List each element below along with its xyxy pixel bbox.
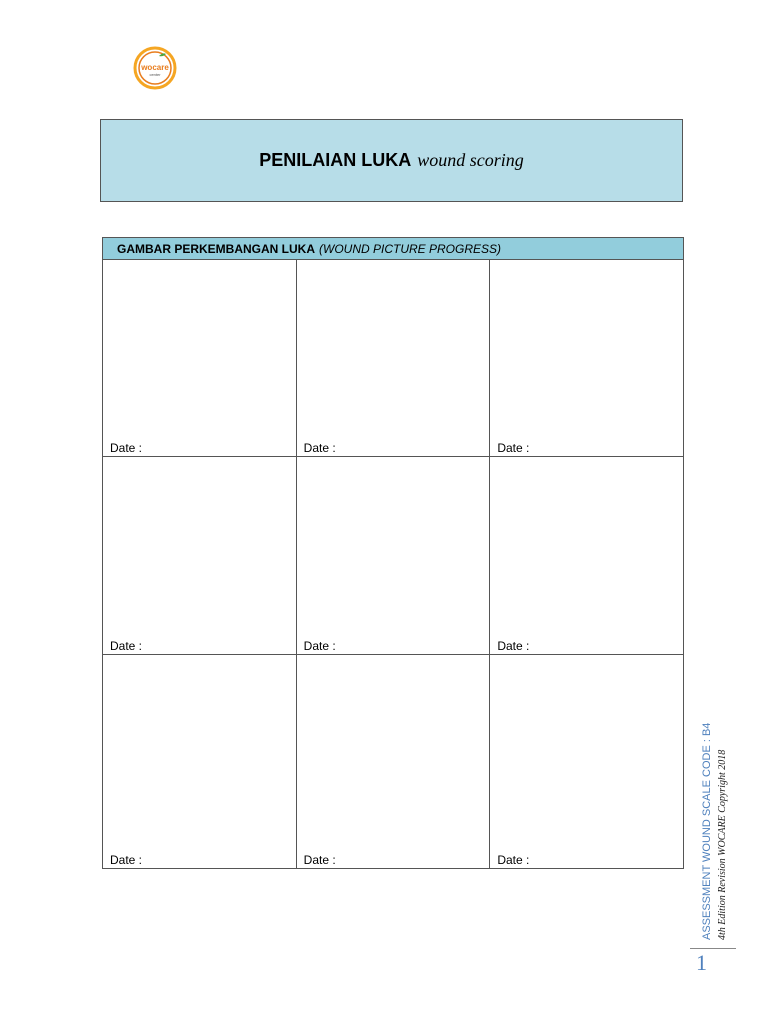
picture-row xyxy=(103,655,684,869)
logo-sub-text: center xyxy=(149,72,161,77)
title-box xyxy=(100,119,683,202)
picture-cell[interactable] xyxy=(103,260,297,457)
picture-row xyxy=(103,457,684,655)
date-label: Date : xyxy=(303,639,336,653)
date-label: Date : xyxy=(497,853,530,867)
date-label: Date : xyxy=(303,441,336,455)
grid-header xyxy=(102,237,684,259)
date-label: Date : xyxy=(303,853,336,867)
footer-rule xyxy=(690,948,736,949)
date-label: Date : xyxy=(497,639,530,653)
picture-cell[interactable] xyxy=(103,655,297,869)
picture-cell[interactable] xyxy=(296,457,490,655)
picture-cell[interactable] xyxy=(103,457,297,655)
grid-header-italic: (WOUND PICTURE PROGRESS) xyxy=(319,241,502,256)
date-label: Date : xyxy=(110,441,143,455)
picture-cells xyxy=(102,259,684,869)
picture-cell[interactable] xyxy=(296,260,490,457)
page-number: 1 xyxy=(696,950,707,975)
date-label: Date : xyxy=(110,853,143,867)
wocare-logo xyxy=(132,46,178,90)
date-label: Date : xyxy=(110,639,143,653)
picture-cell[interactable] xyxy=(296,655,490,869)
side-copyright-text: 4th Edition Revision WOCARE Copyright 2018 xyxy=(717,749,728,940)
side-footer-text xyxy=(694,720,739,945)
logo-brand-text: wocare xyxy=(141,63,169,72)
page-subtitle: wound scoring xyxy=(417,150,524,170)
picture-cell[interactable] xyxy=(490,457,684,655)
picture-cell[interactable] xyxy=(490,260,684,457)
grid-header-main: GAMBAR PERKEMBANGAN LUKA xyxy=(117,241,315,256)
wound-picture-grid xyxy=(102,237,684,869)
side-code-text: ASSESSMENT WOUND SCALE CODE : B4 xyxy=(701,722,713,940)
date-label: Date : xyxy=(497,441,530,455)
picture-cell[interactable] xyxy=(490,655,684,869)
picture-row xyxy=(103,260,684,457)
page-title: PENILAIAN LUKA xyxy=(259,150,412,170)
